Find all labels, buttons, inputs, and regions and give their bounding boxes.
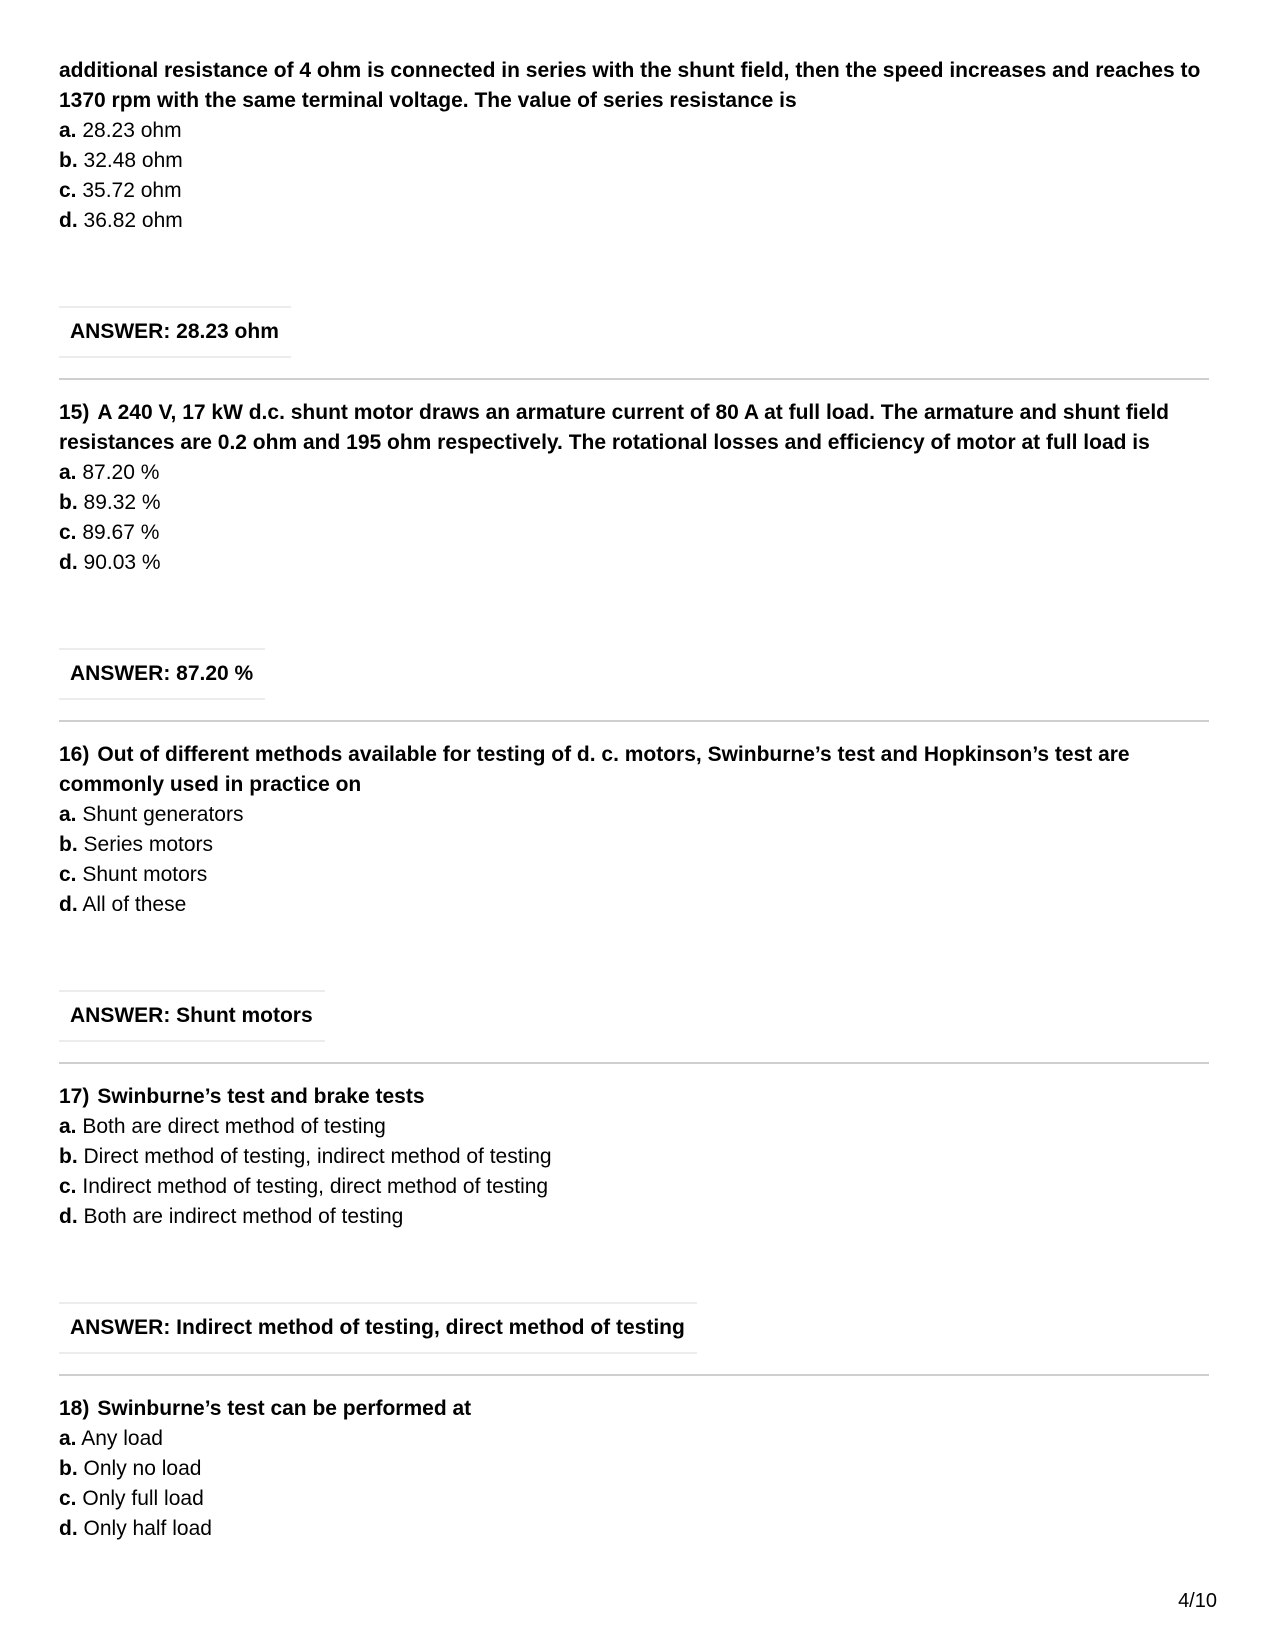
option	[59, 176, 1209, 206]
option-text: 90.03 %	[83, 551, 161, 574]
option-text: 89.67 %	[82, 521, 160, 544]
divider	[59, 378, 1209, 380]
option-letter: d.	[59, 1205, 78, 1228]
option-text: Shunt generators	[82, 803, 244, 826]
option-text: Only full load	[82, 1487, 204, 1510]
question-block	[59, 1082, 1209, 1354]
option-text: Only half load	[83, 1517, 212, 1540]
option	[59, 1514, 1209, 1544]
question-block	[59, 1394, 1209, 1544]
option	[59, 1454, 1209, 1484]
option	[59, 1424, 1209, 1454]
option-text: Series motors	[83, 833, 214, 856]
option-text: 32.48 ohm	[83, 149, 183, 172]
option-letter: a.	[59, 803, 77, 826]
option	[59, 860, 1209, 890]
option-text: Indirect method of testing, direct method of testing	[82, 1175, 549, 1198]
option	[59, 1142, 1209, 1172]
option-text: All of these	[82, 893, 187, 916]
question-number: 16)	[59, 743, 90, 766]
option	[59, 458, 1209, 488]
question-text	[59, 398, 1209, 458]
option-text: 35.72 ohm	[82, 179, 182, 202]
divider	[59, 1062, 1209, 1064]
option-letter: d.	[59, 551, 78, 574]
option	[59, 206, 1209, 236]
option	[59, 146, 1209, 176]
option	[59, 488, 1209, 518]
option-letter: c.	[59, 521, 77, 544]
option-text: Shunt motors	[82, 863, 208, 886]
answer-box: ANSWER: 87.20 %	[59, 648, 265, 700]
option-letter: a.	[59, 119, 77, 142]
question-number: 18)	[59, 1397, 90, 1420]
option	[59, 116, 1209, 146]
option-letter: b.	[59, 833, 78, 856]
answer-box: ANSWER: Indirect method of testing, direct method of testing	[59, 1302, 697, 1354]
option-letter: b.	[59, 149, 78, 172]
option	[59, 1202, 1209, 1232]
option-letter: b.	[59, 1145, 78, 1168]
option	[59, 1484, 1209, 1514]
question-number: 15)	[59, 401, 90, 424]
question-number: 17)	[59, 1085, 90, 1108]
option-text: Any load	[81, 1427, 163, 1450]
question-block	[59, 56, 1209, 358]
option	[59, 518, 1209, 548]
divider	[59, 720, 1209, 722]
option-text: Only no load	[83, 1457, 202, 1480]
option-text: 89.32 %	[83, 491, 161, 514]
option-text: Both are direct method of testing	[82, 1115, 386, 1138]
option	[59, 548, 1209, 578]
option	[59, 1172, 1209, 1202]
option	[59, 890, 1209, 920]
question-text: additional resistance of 4 ohm is connected in series with the shunt field, then the speed increases and reaches to 1370 rpm with the same terminal voltage. The value of series resistance is	[59, 59, 1201, 112]
question-block	[59, 398, 1209, 700]
option-letter: c.	[59, 863, 77, 886]
answer-box: ANSWER: Shunt motors	[59, 990, 325, 1042]
option-text: 36.82 ohm	[83, 209, 183, 232]
question-body: Out of different methods available for testing of d. c. motors, Swinburne’s test and Hopkinson’s test are commonly used in practice on	[59, 743, 1130, 796]
answer-box: ANSWER: 28.23 ohm	[59, 306, 291, 358]
question-body: Swinburne’s test and brake tests	[97, 1085, 425, 1108]
option-letter: b.	[59, 491, 78, 514]
option-letter: c.	[59, 1487, 77, 1510]
question-body: Swinburne’s test can be performed at	[97, 1397, 472, 1420]
option-letter: c.	[59, 179, 77, 202]
option-text: Direct method of testing, indirect method of testing	[83, 1145, 552, 1168]
page-number: 4/10	[1178, 1590, 1217, 1612]
option-text: Both are indirect method of testing	[83, 1205, 404, 1228]
document-page	[59, 56, 1209, 1544]
option-letter: c.	[59, 1175, 77, 1198]
question-block	[59, 740, 1209, 1042]
option	[59, 1112, 1209, 1142]
question-text	[59, 740, 1209, 800]
option-text: 28.23 ohm	[82, 119, 182, 142]
option-letter: a.	[59, 1427, 77, 1450]
option-letter: a.	[59, 461, 77, 484]
option-letter: d.	[59, 893, 78, 916]
question-body: A 240 V, 17 kW d.c. shunt motor draws an armature current of 80 A at full load. The armature and shunt field resistances are 0.2 ohm and 195 ohm respectively. The rotational losses and efficiency of motor at full load is	[59, 401, 1169, 454]
question-text	[59, 1394, 1209, 1424]
option-text: 87.20 %	[82, 461, 160, 484]
option-letter: d.	[59, 209, 78, 232]
option-letter: b.	[59, 1457, 78, 1480]
option	[59, 830, 1209, 860]
divider	[59, 1374, 1209, 1376]
option	[59, 800, 1209, 830]
option-letter: a.	[59, 1115, 77, 1138]
question-text	[59, 1082, 1209, 1112]
option-letter: d.	[59, 1517, 78, 1540]
